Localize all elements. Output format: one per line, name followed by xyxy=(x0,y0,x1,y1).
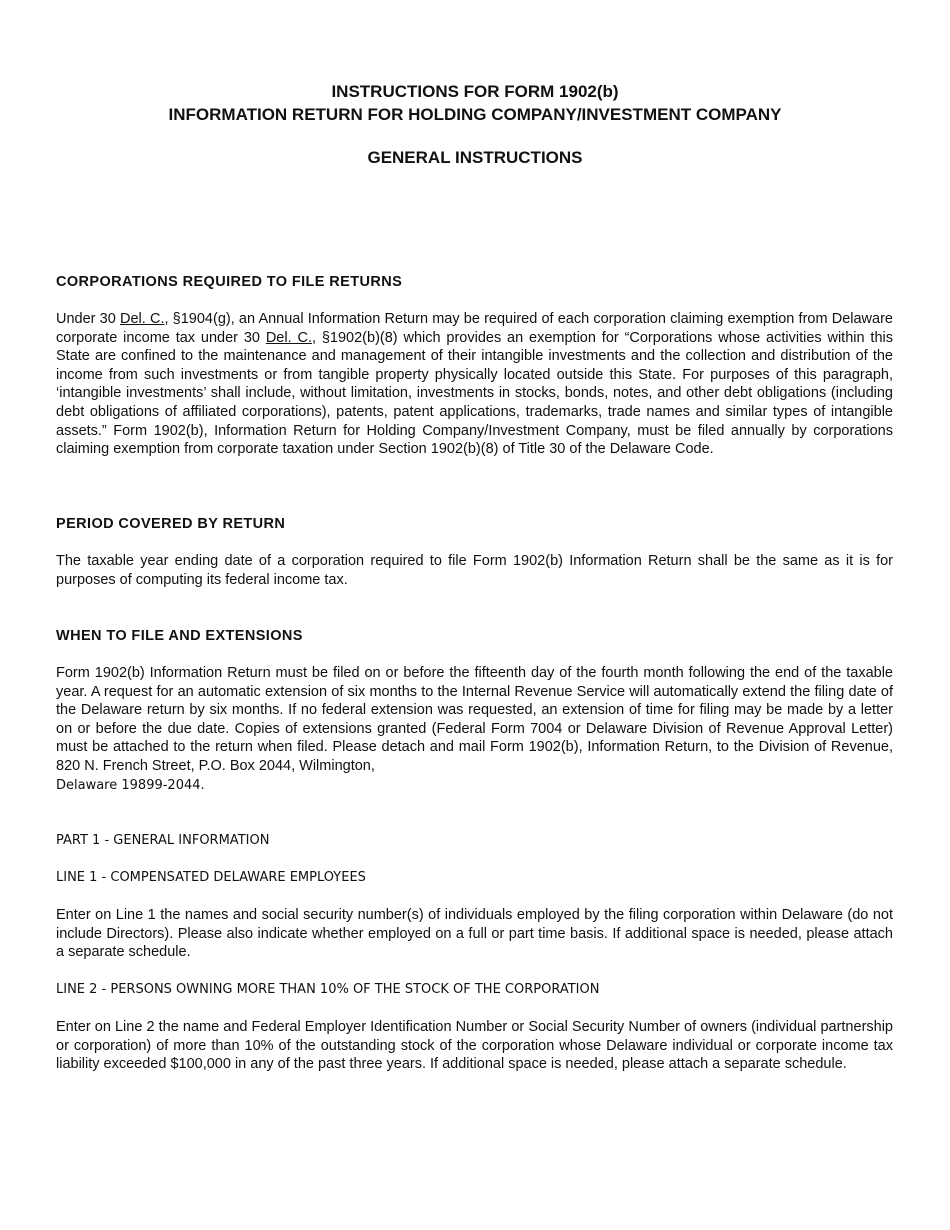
title-form-number: INSTRUCTIONS FOR FORM 1902(b) xyxy=(331,82,619,101)
title-form-name: INFORMATION RETURN FOR HOLDING COMPANY/INVESTMENT COMPANY xyxy=(168,105,782,124)
heading-period: PERIOD COVERED BY RETURN xyxy=(56,516,286,532)
when-to-file-address-end: Delaware 19899-2044. xyxy=(56,777,205,793)
heading-corporations: CORPORATIONS REQUIRED TO FILE RETURNS xyxy=(56,274,403,290)
del-c-reference: Del. C. xyxy=(120,311,165,327)
paragraph-corporations xyxy=(56,310,893,459)
heading-line-2: LINE 2 - PERSONS OWNING MORE THAN 10% OF THE STOCK OF THE CORPORATION xyxy=(56,982,600,997)
heading-line-1: LINE 1 - COMPENSATED DELAWARE EMPLOYEES xyxy=(56,870,366,885)
del-c-reference: Del. C. xyxy=(265,329,312,346)
paragraph-period: The taxable year ending date of a corporation required to file Form 1902(b) Information Return shall be the same as it is for purposes of computing its federal income tax. xyxy=(56,553,893,588)
paragraph-line-1: Enter on Line 1 the names and social security number(s) of individuals employed by the filing corporation within Delaware (do not include Directors). Please also indicate whether employed on a full or part time basis. If additional space is needed, please attach a separate schedule. xyxy=(56,907,893,961)
corporations-text-a: Under 30 xyxy=(56,311,120,327)
paragraph-when-to-file xyxy=(56,664,893,795)
heading-when-to-file: WHEN TO FILE AND EXTENSIONS xyxy=(56,628,303,644)
when-to-file-text: Form 1902(b) Information Return must be filed on or before the fifteenth day of the fourth month following the end of the taxable year. A request for an automatic extension of six months to the Internal Revenue Service will automatically extend the filing date of the Delaware return by six months. If no federal extension was requested, an extension of time for filing may be made by a letter on or before the due date. Copies of extensions granted (Federal Form 7004 or Delaware Division of Revenue Approval Letter) must be attached to the return when filed. Please detach and mail Form 1902(b), Information Return, to the Division of Revenue, 820 N. French Street, P.O. Box 2044, Wilmington, xyxy=(56,665,893,774)
document-title xyxy=(0,80,950,126)
heading-part-1: PART 1 - GENERAL INFORMATION xyxy=(56,833,270,848)
corporations-text-b: , §1904(g), an Annual Information Return may be required of each corporation claiming exemption from Delaware corporate income tax under 30 xyxy=(56,311,893,346)
corporations-text-c: , §1902(b)(8) which provides an exemption for “Corporations whose activities within this State are confined to the maintenance and management of their intangible investments and the collection and distribution of the income from such investments or from tangible property physically located outside this State. For purposes of this paragraph, ‘intangible investments’ shall include, without limitation, investments in stocks, bonds, notes, and other debt obligations (including debt obligations of affiliated corporations), patents, patent applications, trademarks, trade names and similar types of intangible assets.” Form 1902(b), Information Return for Holding Company/Investment Company, must be filed annually by corporations claiming exemption from corporate taxation under Section 1902(b)(8) of Title 30 of the Delaware Code. xyxy=(56,329,893,458)
general-instructions-title: GENERAL INSTRUCTIONS xyxy=(367,148,583,167)
paragraph-line-2: Enter on Line 2 the name and Federal Employer Identification Number or Social Security Number of owners (individual partnership or corporation) of more than 10% of the outstanding stock of the corporation whose Delaware individual or corporate income tax liability exceeded $100,000 in any of the past three years. If additional space is needed, please attach a separate schedule. xyxy=(56,1019,893,1073)
